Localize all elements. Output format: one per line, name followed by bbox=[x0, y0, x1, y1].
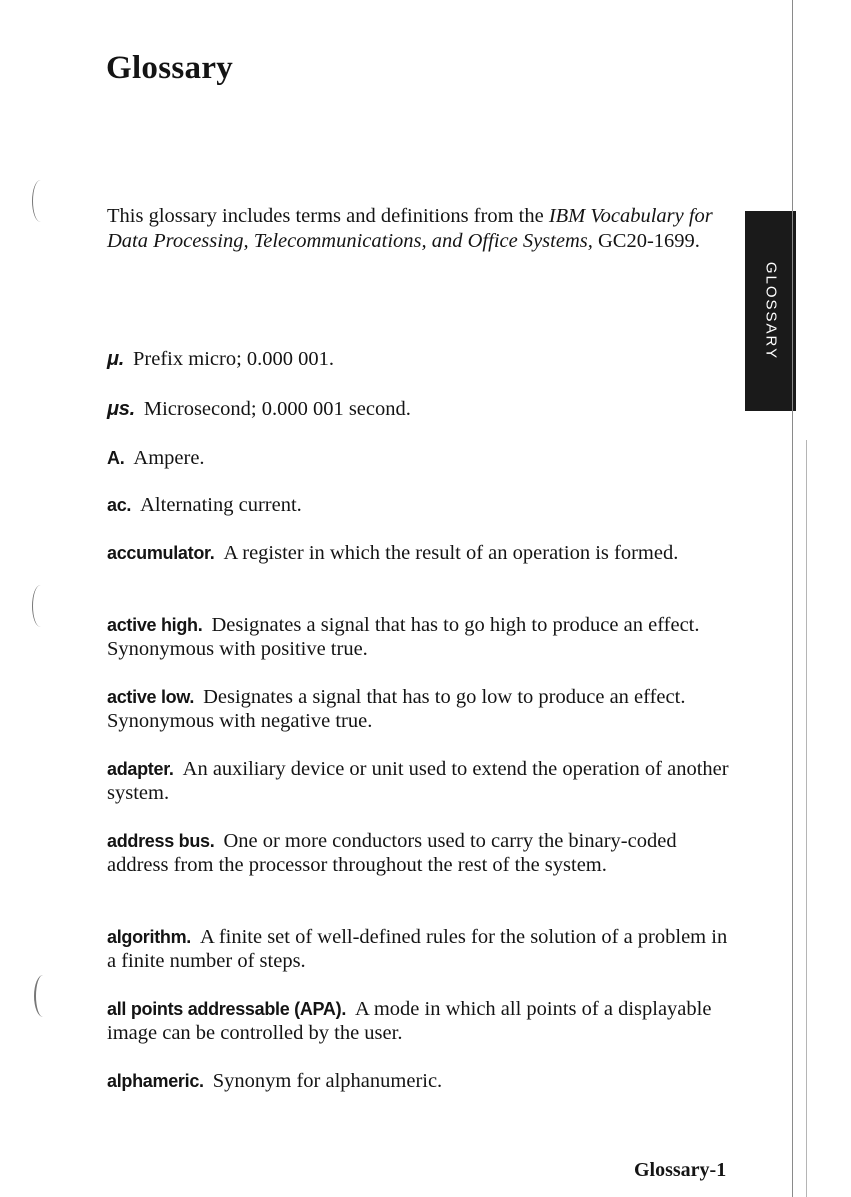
section-tab-label: GLOSSARY bbox=[762, 261, 779, 361]
glossary-term: address bus. bbox=[107, 831, 215, 851]
page-number: Glossary-1 bbox=[634, 1159, 727, 1181]
binder-hole-mark bbox=[32, 180, 49, 222]
glossary-definition: One or more conductors used to carry the binary-coded address from the processor throughout the rest of the system. bbox=[107, 830, 677, 876]
glossary-entry bbox=[107, 347, 737, 371]
glossary-term: A. bbox=[107, 448, 125, 468]
page-edge-line bbox=[792, 0, 793, 1197]
glossary-entry bbox=[107, 493, 737, 517]
glossary-term: algorithm. bbox=[107, 927, 192, 947]
glossary-term: adapter. bbox=[107, 759, 174, 779]
glossary-definition: A register in which the result of an operation is formed. bbox=[223, 542, 679, 564]
glossary-entry bbox=[107, 997, 737, 1045]
section-tab bbox=[745, 211, 796, 411]
binder-hole-mark bbox=[32, 585, 49, 627]
glossary-entry bbox=[107, 1069, 737, 1093]
page-edge-line-inner bbox=[806, 440, 807, 1197]
intro-paragraph bbox=[107, 204, 747, 254]
glossary-definition: An auxiliary device or unit used to extend the operation of another system. bbox=[107, 758, 729, 804]
glossary-entry bbox=[107, 541, 737, 565]
glossary-term: μs. bbox=[107, 398, 135, 420]
glossary-entry bbox=[107, 685, 737, 733]
glossary-term: ac. bbox=[107, 495, 132, 515]
glossary-definition: Microsecond; 0.000 001 second. bbox=[143, 398, 411, 420]
glossary-entry bbox=[107, 397, 737, 421]
glossary-entry bbox=[107, 925, 737, 973]
intro-italic-title: IBM Vocabulary for Data Processing, Telecommunications, and Office Systems, bbox=[107, 205, 713, 252]
glossary-term: all points addressable (APA). bbox=[107, 999, 347, 1019]
glossary-entry bbox=[107, 446, 737, 470]
glossary-entry bbox=[107, 829, 737, 877]
intro-text-after: GC20-1699. bbox=[592, 230, 700, 252]
binder-hole-mark bbox=[34, 975, 52, 1017]
glossary-definition: A mode in which all points of a displayable image can be controlled by the user. bbox=[107, 998, 712, 1044]
glossary-definition: Synonym for alphanumeric. bbox=[212, 1070, 443, 1092]
glossary-term: active high. bbox=[107, 615, 203, 635]
glossary-definition: Alternating current. bbox=[140, 494, 302, 516]
glossary-term: alphameric. bbox=[107, 1071, 204, 1091]
glossary-definition: A finite set of well-defined rules for the solution of a problem in a finite number of steps. bbox=[107, 926, 728, 972]
glossary-definition: Designates a signal that has to go low to produce an effect. Synonymous with negative true. bbox=[107, 686, 686, 732]
glossary-entry bbox=[107, 613, 737, 661]
glossary-definition: Prefix micro; 0.000 001. bbox=[133, 348, 335, 370]
glossary-term: μ. bbox=[107, 348, 125, 370]
glossary-definition: Designates a signal that has to go high to produce an effect. Synonymous with positive true. bbox=[107, 614, 700, 660]
page-title: Glossary bbox=[106, 50, 234, 86]
intro-text-before: This glossary includes terms and definitions from the bbox=[107, 205, 549, 227]
glossary-term: active low. bbox=[107, 687, 195, 707]
glossary-definition: Ampere. bbox=[133, 447, 205, 469]
glossary-entry bbox=[107, 757, 737, 805]
glossary-term: accumulator. bbox=[107, 543, 215, 563]
